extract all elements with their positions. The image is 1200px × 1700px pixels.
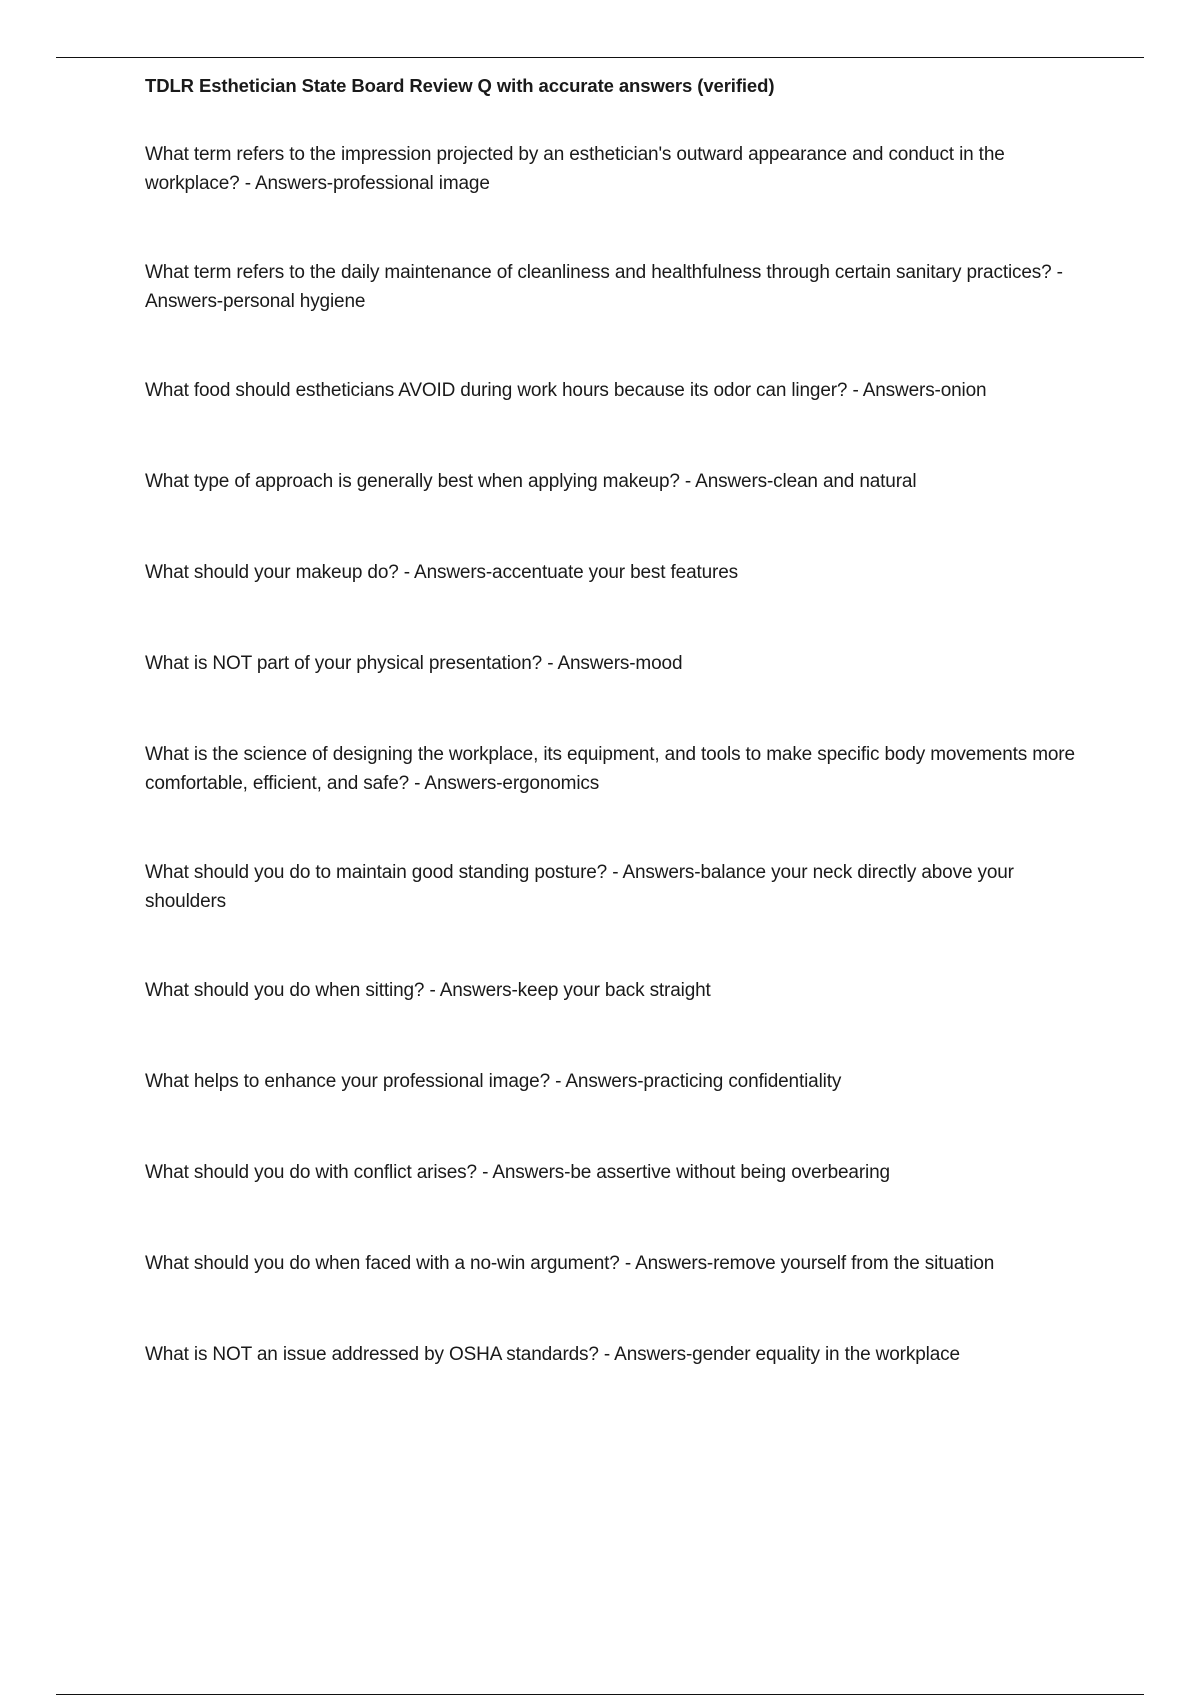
qa-list bbox=[145, 140, 1095, 1369]
document-body bbox=[145, 74, 1095, 1431]
qa-item: What is NOT an issue addressed by OSHA standards? - Answers-gender equality in the workplace bbox=[145, 1344, 960, 1365]
qa-item: What should you do with conflict arises? - Answers-be assertive without being overbearing bbox=[145, 1162, 890, 1183]
bottom-rule bbox=[56, 1694, 1144, 1695]
qa-item: What is NOT part of your physical presentation? - Answers-mood bbox=[145, 653, 683, 674]
qa-item: What type of approach is generally best when applying makeup? - Answers-clean and natural bbox=[145, 471, 917, 492]
qa-item: What should you do when sitting? - Answers-keep your back straight bbox=[145, 980, 711, 1001]
qa-item: What food should estheticians AVOID during work hours because its odor can linger? - Answers-onion bbox=[145, 380, 987, 401]
qa-item: What should you do to maintain good standing posture? - Answers-balance your neck directly above your shoulders bbox=[145, 862, 1014, 912]
qa-item: What helps to enhance your professional image? - Answers-practicing confidentiality bbox=[145, 1071, 842, 1092]
qa-item: What term refers to the daily maintenance of cleanliness and healthfulness through certain sanitary practices? - Answers-personal hygiene bbox=[145, 262, 1063, 312]
qa-item: What term refers to the impression projected by an esthetician's outward appearance and conduct in the workplace? - Answers-professional image bbox=[145, 144, 1005, 194]
top-rule bbox=[56, 57, 1144, 58]
document-title: TDLR Esthetician State Board Review Q with accurate answers (verified) bbox=[145, 75, 775, 96]
qa-item: What should you do when faced with a no-win argument? - Answers-remove yourself from the situation bbox=[145, 1253, 995, 1274]
qa-item: What should your makeup do? - Answers-accentuate your best features bbox=[145, 562, 738, 583]
qa-item: What is the science of designing the workplace, its equipment, and tools to make specific body movements more comfortable, efficient, and safe? - Answers-ergonomics bbox=[145, 744, 1075, 794]
